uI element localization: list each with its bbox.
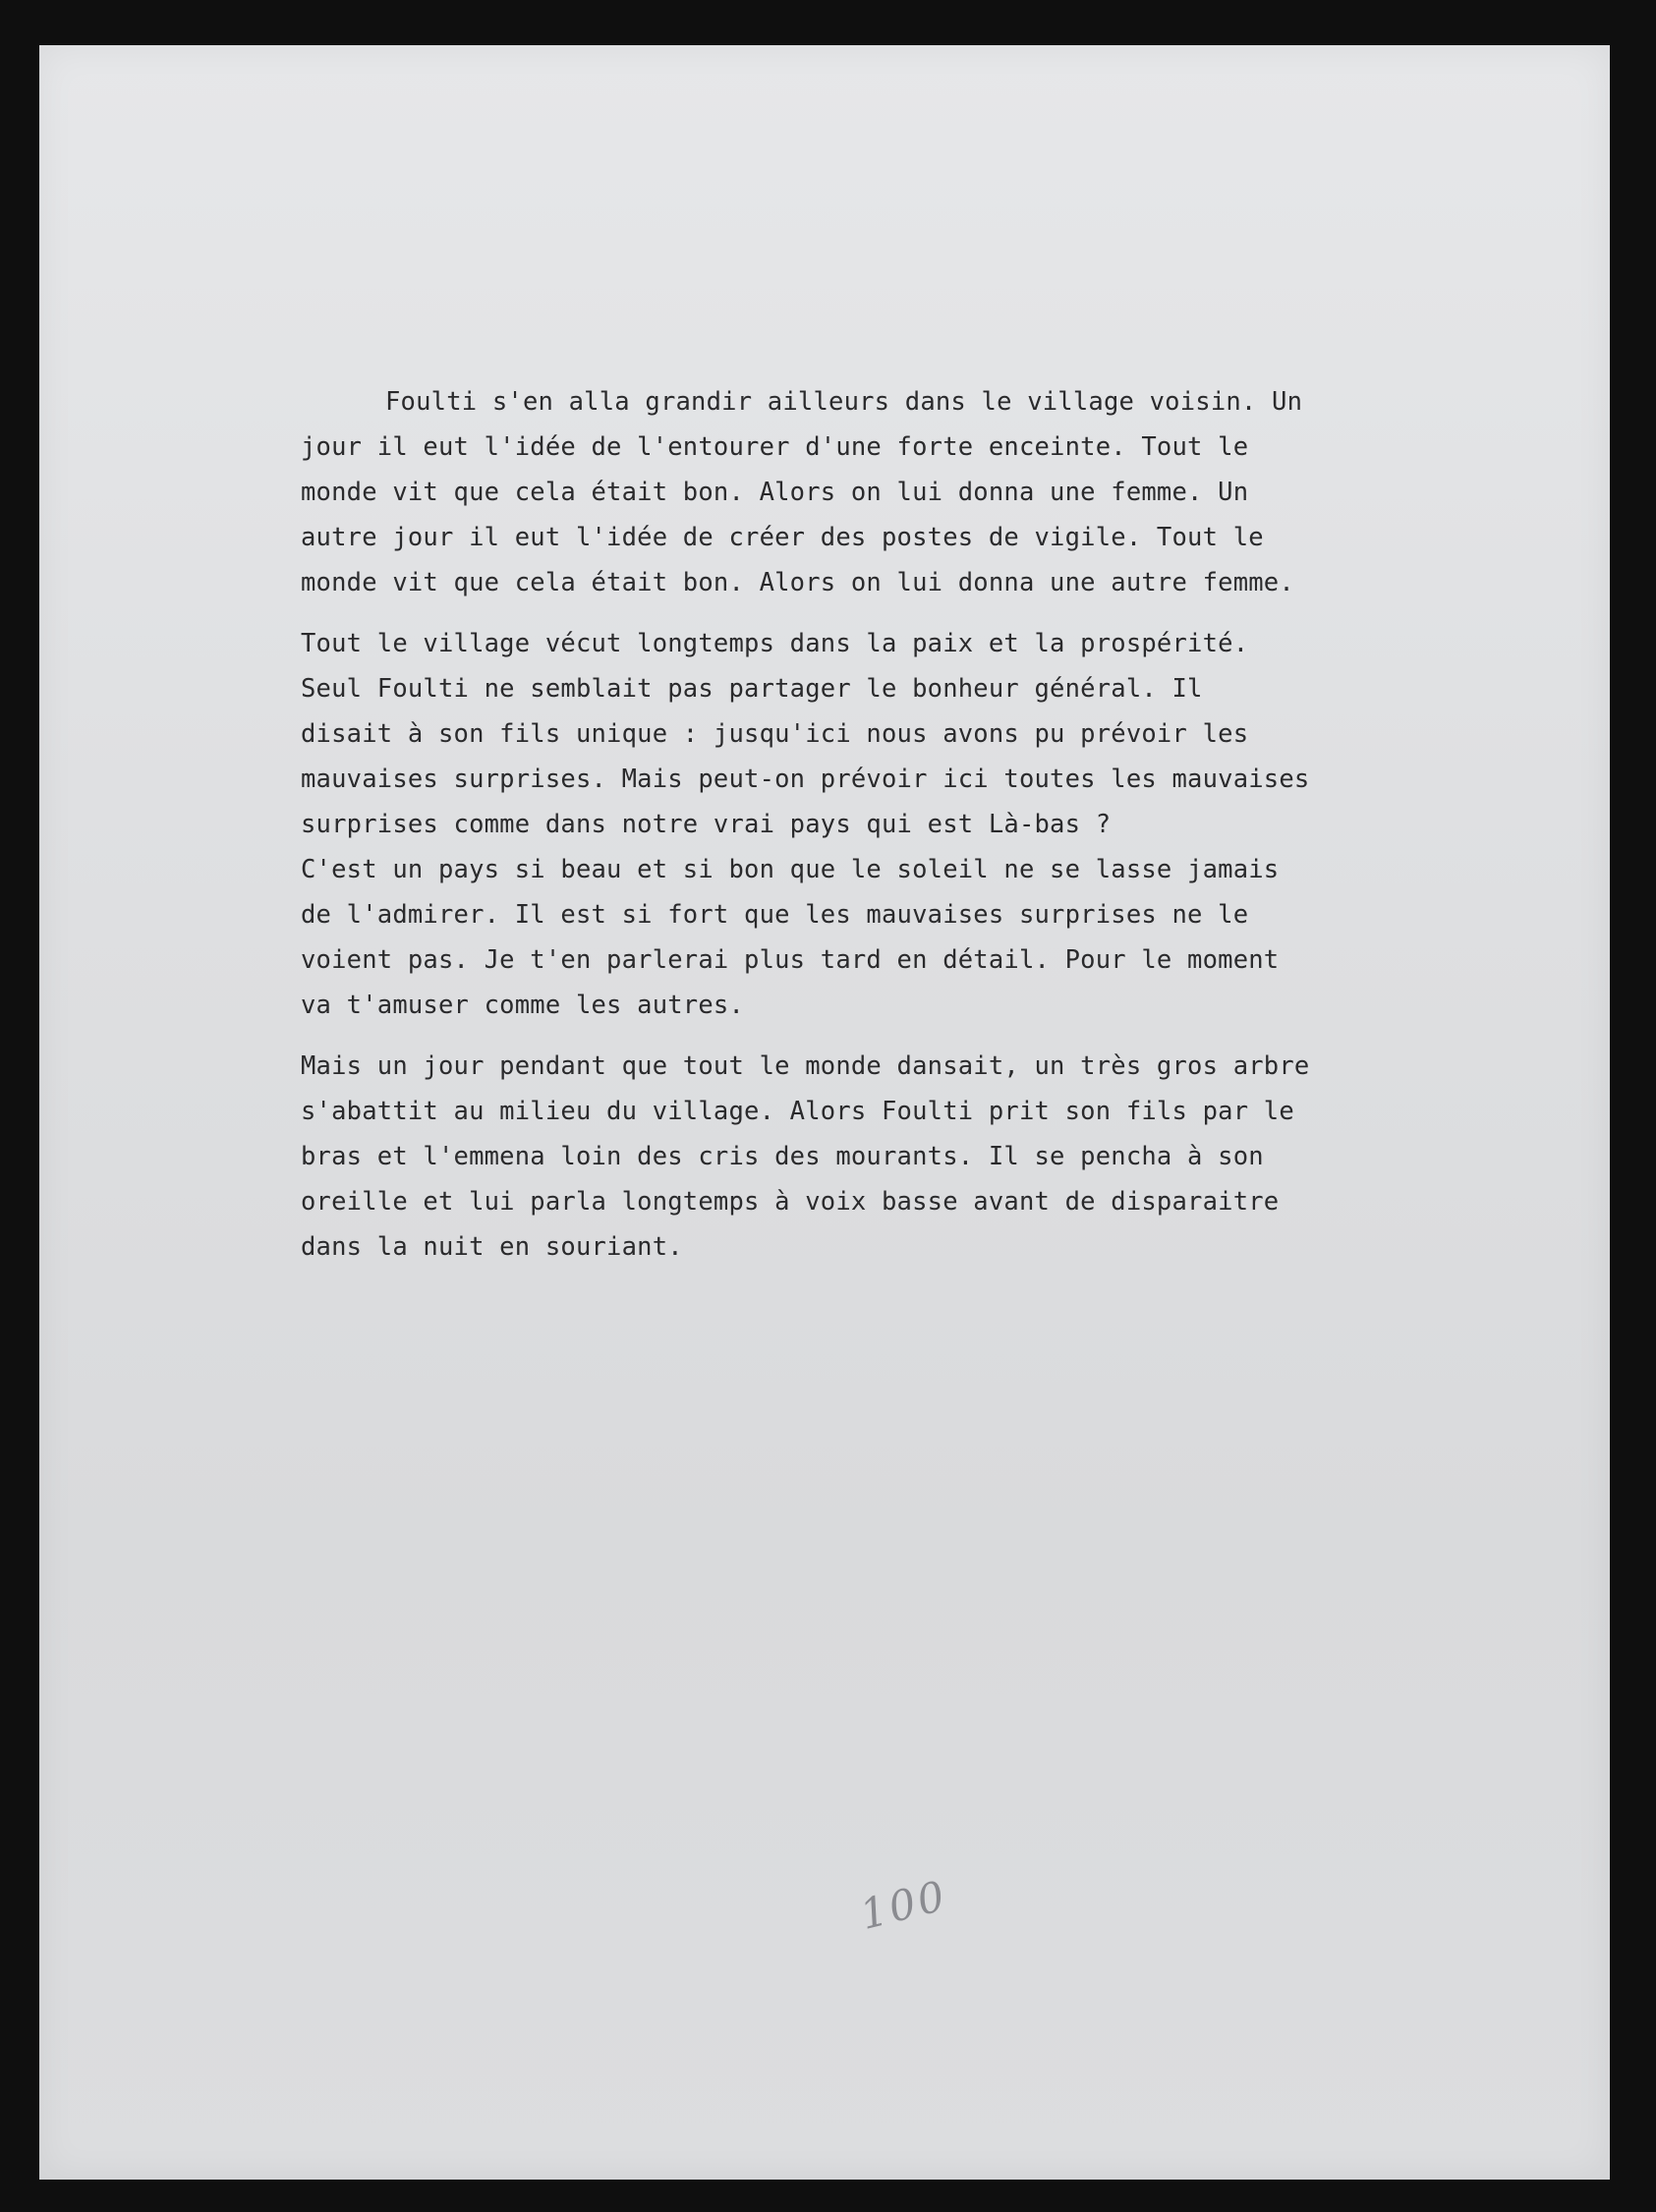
text-line: bras et l'emmena loin des cris des mourants. Il se pencha à son	[301, 1142, 1264, 1171]
handwritten-page-number: 100	[855, 1870, 952, 1940]
text-line: mauvaises surprises. Mais peut-on prévoir ici toutes les mauvaises	[301, 765, 1310, 794]
text-line: surprises comme dans notre vrai pays qui est Là-bas ?	[301, 810, 1112, 839]
paragraph-2	[301, 621, 1362, 1028]
paper-sheet	[39, 45, 1610, 2180]
text-line: voient pas. Je t'en parlerai plus tard en détail. Pour le moment	[301, 945, 1280, 975]
text-line: autre jour il eut l'idée de créer des postes de vigile. Tout le	[301, 523, 1264, 552]
text-line: disait à son fils unique : jusqu'ici nous avons pu prévoir les	[301, 719, 1249, 749]
text-line: oreille et lui parla longtemps à voix basse avant de disparaitre	[301, 1187, 1280, 1217]
text-line: de l'admirer. Il est si fort que les mauvaises surprises ne le	[301, 900, 1249, 930]
text-line: Tout le village vécut longtemps dans la paix et la prospérité.	[301, 629, 1249, 658]
paragraph-3	[301, 1044, 1362, 1270]
text-line: va t'amuser comme les autres.	[301, 991, 745, 1020]
text-line: dans la nuit en souriant.	[301, 1232, 683, 1262]
text-line: s'abattit au milieu du village. Alors Foulti prit son fils par le	[301, 1097, 1294, 1126]
text-line: C'est un pays si beau et si bon que le soleil ne se lasse jamais	[301, 855, 1280, 884]
text-line: Foulti s'en alla grandir ailleurs dans le village voisin. Un	[385, 387, 1303, 417]
text-line: Seul Foulti ne semblait pas partager le bonheur général. Il	[301, 674, 1203, 704]
text-line: jour il eut l'idée de l'entourer d'une forte enceinte. Tout le	[301, 432, 1249, 462]
text-line: monde vit que cela était bon. Alors on lui donna une autre femme.	[301, 568, 1294, 597]
paragraph-1	[301, 379, 1362, 605]
typewritten-text	[301, 379, 1362, 1285]
text-line: monde vit que cela était bon. Alors on lui donna une femme. Un	[301, 478, 1249, 507]
text-line: Mais un jour pendant que tout le monde dansait, un très gros arbre	[301, 1051, 1310, 1081]
